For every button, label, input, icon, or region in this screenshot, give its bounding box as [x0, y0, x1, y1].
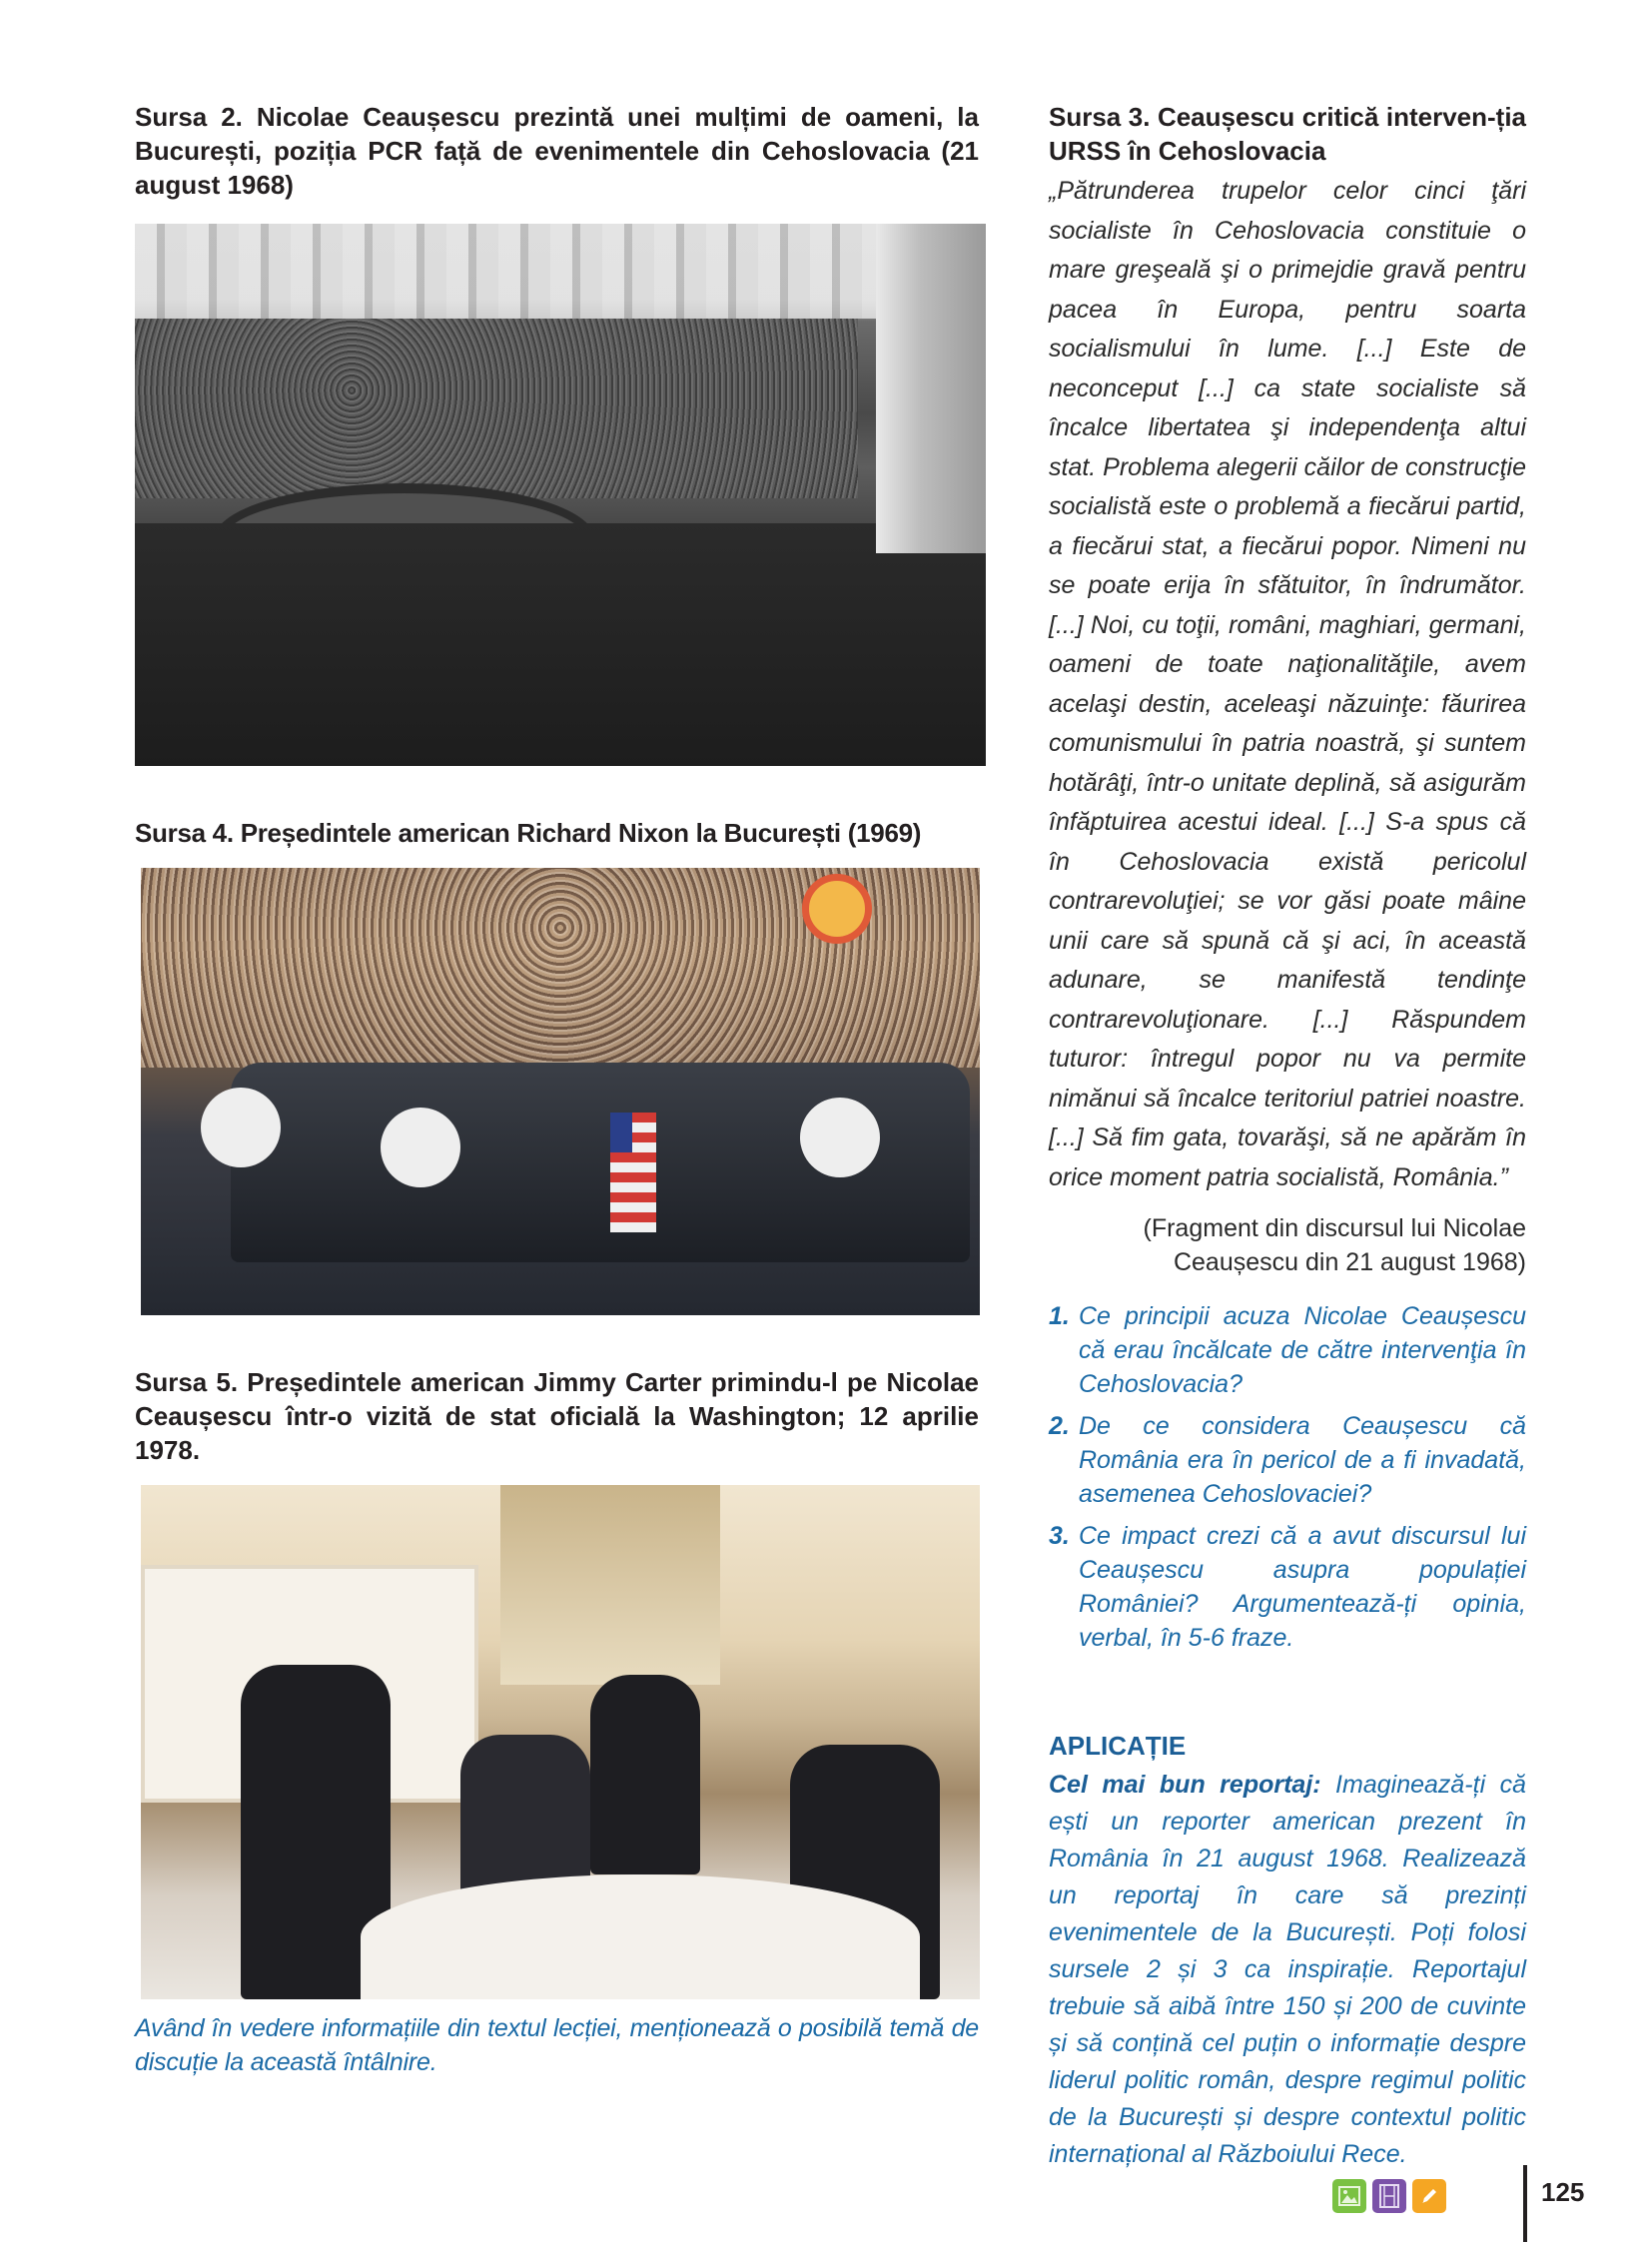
aplicatie-body [1049, 1767, 1526, 2173]
question-text: Ce impact crezi că a avut discursul lui Ceaușescu asupra populației României? Argumentează-ți opinia, verbal, în 5-6 fraze. [1079, 1522, 1526, 1652]
pencil-icon[interactable] [1412, 2179, 1446, 2213]
sursa5-photo [141, 1485, 980, 1999]
sursa5-caption: Sursa 5. Președintele american Jimmy Carter primindu-l pe Nicolae Ceaușescu într-o vizită de stat oficială la Washington; 12 aprilie 1978. [135, 1367, 979, 1465]
police-helmet [201, 1088, 281, 1167]
sursa4-photo [141, 868, 980, 1315]
film-icon[interactable] [1372, 2179, 1406, 2213]
question-number: 3. [1049, 1522, 1070, 1550]
sursa4-caption: Sursa 4. Președintele american Richard Nixon la București (1969) [135, 818, 922, 848]
person [590, 1675, 700, 1874]
gilded-mirror [500, 1485, 720, 1685]
question-text: De ce considera Ceaușescu că România era în pericol de a fi invadată, asemenea Cehoslovaciei? [1079, 1412, 1526, 1508]
sursa2-caption: Sursa 2. Nicolae Ceaușescu prezintă unei mulțimi de oameni, la București, poziția PCR față de evenimentele din Cehoslovacia (21 august 1968) [135, 102, 979, 200]
sursa5-task: Având în vedere informațiile din textul lecției, menționează o posibilă temă de discuție la această întâlnire. [135, 2014, 979, 2076]
question-text: Ce principii acuza Nicolae Ceaușescu că erau încălcate de către intervenţia în Cehoslovacia? [1079, 1302, 1526, 1398]
aplicatie-text: Imaginează-ți că ești un reporter american prezent în România în 21 august 1968. Realizează un reportaj în care să prezinți evenimentele de la București. Poți folosi sursele 2 și 3 ca inspirație. Reportajul trebuie să aibă între 150 și 200 de cuvinte și să conțină cel puțin o informație despre liderul politic român, despre regimul politic de la București și despre contextul politic internațional al Războiului Rece. [1049, 1771, 1526, 2168]
question-item [1049, 1409, 1526, 1511]
question-number: 1. [1049, 1302, 1070, 1330]
resource-icons [1332, 2179, 1446, 2213]
aplicatie-lead: Cel mai bun reportaj: [1049, 1771, 1321, 1799]
pillar [876, 224, 986, 553]
page-number-rule [1523, 2165, 1527, 2242]
road-sign [802, 874, 872, 944]
us-flag [610, 1113, 656, 1232]
sursa3-quote: „Pătrunderea trupelor celor cinci ţări socialiste în Cehoslovacia constituie o mare greşeală şi o primejdie gravă pentru pacea în Europa, pentru soarta socialismului în lume. [...] Este de neconceput [...] ca state socialiste să încalce libertatea şi independenţa altui stat. Problema alegerii căilor de construcţie socialistă este o problemă a fiecărui partid, a fiecărui stat, a fiecărui popor. Nimeni nu se poate erija în sfătuitor, în îndrumător. [...] Noi, cu toţii, români, maghiari, germani, oameni de toate naţionalităţile, avem acelaşi destin, aceleaşi năzuinţe: făurirea comunismului în patria noastră, şi suntem hotărâţi, într-o unitate deplină, să asigurăm înfăptuirea acestui ideal. [...] S-a spus că în Cehoslovacia există pericolul contrarevoluţiei; se vor găsi poate mâine unii care să spună că şi aci, în această adunare, se manifestă tendinţe contrarevoluţionare. [...] Răspundem tuturor: întregul popor nu va permite nimănui să încalce teritoriul patriei noastre. [...] Să fim gata, tovarăşi, să ne apărăm în orice moment patria socialistă, România.” [1049, 177, 1527, 1191]
sursa3-title: Sursa 3. Ceaușescu critică interven-ția URSS în Cehoslovacia [1049, 102, 1526, 166]
aplicatie-heading: APLICAȚIE [1049, 1731, 1187, 1761]
image-icon[interactable] [1332, 2179, 1366, 2213]
question-item [1049, 1519, 1526, 1655]
questions-list [1049, 1299, 1526, 1655]
dinner-table [361, 1874, 920, 1999]
building-facade [135, 224, 986, 319]
right-column [1049, 100, 1526, 2173]
left-column [135, 100, 979, 2079]
page-number: 125 [1541, 2177, 1585, 2207]
balcony-people [135, 523, 986, 766]
sursa3-attribution: (Fragment din discursul lui Nicolae Ceaușescu din 21 august 1968) [1143, 1214, 1526, 1276]
police-helmet [800, 1098, 880, 1177]
question-item [1049, 1299, 1526, 1401]
police-helmet [381, 1108, 460, 1187]
crowd [135, 319, 858, 498]
sursa2-photo [135, 224, 986, 766]
question-number: 2. [1049, 1412, 1070, 1440]
